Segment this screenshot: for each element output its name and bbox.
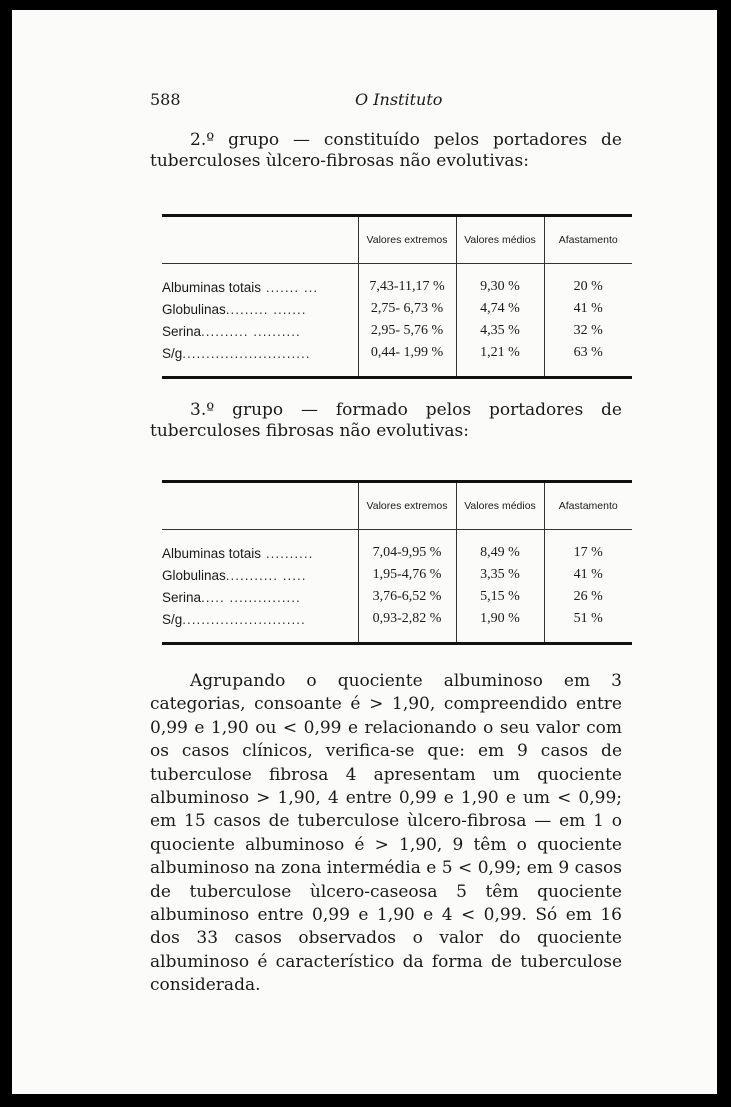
value-extremos: 0,93-2,82 %	[358, 608, 456, 644]
value-extremos: 0,44- 1,99 %	[358, 342, 456, 378]
column-header: Afastamento	[544, 216, 632, 264]
column-header: Valores extremos	[358, 482, 456, 530]
row-label: S/g..........................	[162, 611, 306, 627]
value-extremos: 7,04-9,95 %	[358, 530, 456, 565]
value-extremos: 1,95-4,76 %	[358, 564, 456, 586]
value-extremos: 3,76-6,52 %	[358, 586, 456, 608]
conclusion-paragraph	[150, 670, 622, 998]
page-number: 588	[150, 90, 181, 109]
value-afastamento: 41 %	[544, 298, 632, 320]
value-extremos: 7,43-11,17 %	[358, 264, 456, 299]
row-label: Albuminas totais ..........	[162, 545, 314, 561]
row-label: S/g...........................	[162, 345, 311, 361]
row-label: Serina.......... ..........	[162, 323, 301, 339]
value-medios: 1,90 %	[456, 608, 544, 644]
value-afastamento: 20 %	[544, 264, 632, 299]
running-header	[150, 90, 620, 114]
row-label: Globulinas........... .....	[162, 567, 307, 583]
value-afastamento: 51 %	[544, 608, 632, 644]
table-row	[162, 342, 632, 378]
value-medios: 9,30 %	[456, 264, 544, 299]
group3-table	[162, 480, 632, 645]
table-header-row	[162, 216, 632, 264]
value-afastamento: 63 %	[544, 342, 632, 378]
row-label: Globulinas......... .......	[162, 301, 307, 317]
value-extremos: 2,95- 5,76 %	[358, 320, 456, 342]
group3-intro-text: 3.º grupo — formado pelos portadores de tuberculoses fibrosas não evolutivas:	[150, 400, 622, 441]
table-row	[162, 564, 632, 586]
value-extremos: 2,75- 6,73 %	[358, 298, 456, 320]
group2-intro	[150, 130, 622, 172]
running-title: O Instituto	[355, 90, 443, 109]
column-header: Valores médios	[456, 482, 544, 530]
value-afastamento: 17 %	[544, 530, 632, 565]
table-row	[162, 298, 632, 320]
row-label: Serina..... ...............	[162, 589, 301, 605]
group2-intro-text: 2.º grupo — constituído pelos portadores de tuberculoses ùlcero-fibrosas não evolutivas:	[150, 130, 622, 171]
table-row	[162, 320, 632, 342]
row-label: Albuminas totais ....... ...	[162, 279, 319, 295]
value-medios: 4,74 %	[456, 298, 544, 320]
value-medios: 8,49 %	[456, 530, 544, 565]
value-medios: 1,21 %	[456, 342, 544, 378]
column-header: Afastamento	[544, 482, 632, 530]
table-row	[162, 264, 632, 299]
value-medios: 4,35 %	[456, 320, 544, 342]
value-afastamento: 41 %	[544, 564, 632, 586]
table-header-row	[162, 482, 632, 530]
page	[12, 10, 717, 1094]
table-row	[162, 530, 632, 565]
conclusion-text: Agrupando o quociente albuminoso em 3 categorias, consoante é > 1,90, compreendido entre 0,99 e 1,90 ou < 0,99 e relacionando o seu valor com os casos clínicos, verifica-se que: em 9 casos de tuberculose fibrosa 4 apresentam um quociente albuminoso > 1,90, 4 entre 0,99 e 1,90 e um < 0,99; em 15 casos de tuberculose ùlcero-fibrosa — em 1 o quociente albuminoso é > 1,90, 9 têm o quociente albuminoso na zona intermédia e 5 < 0,99; em 9 casos de tuberculose ùlcero-caseosa 5 têm quociente albuminoso entre 0,99 e 1,90 e 4 < 0,99. Só em 16 dos 33 casos observados o valor do quociente albuminoso é característico da forma de tuberculose considerada.	[150, 671, 622, 996]
table-corner	[162, 216, 358, 264]
value-medios: 5,15 %	[456, 586, 544, 608]
column-header: Valores extremos	[358, 216, 456, 264]
value-afastamento: 32 %	[544, 320, 632, 342]
table-row	[162, 608, 632, 644]
column-header: Valores médios	[456, 216, 544, 264]
value-medios: 3,35 %	[456, 564, 544, 586]
table-corner	[162, 482, 358, 530]
value-afastamento: 26 %	[544, 586, 632, 608]
group2-table	[162, 214, 632, 379]
group3-intro	[150, 400, 622, 442]
table-row	[162, 586, 632, 608]
